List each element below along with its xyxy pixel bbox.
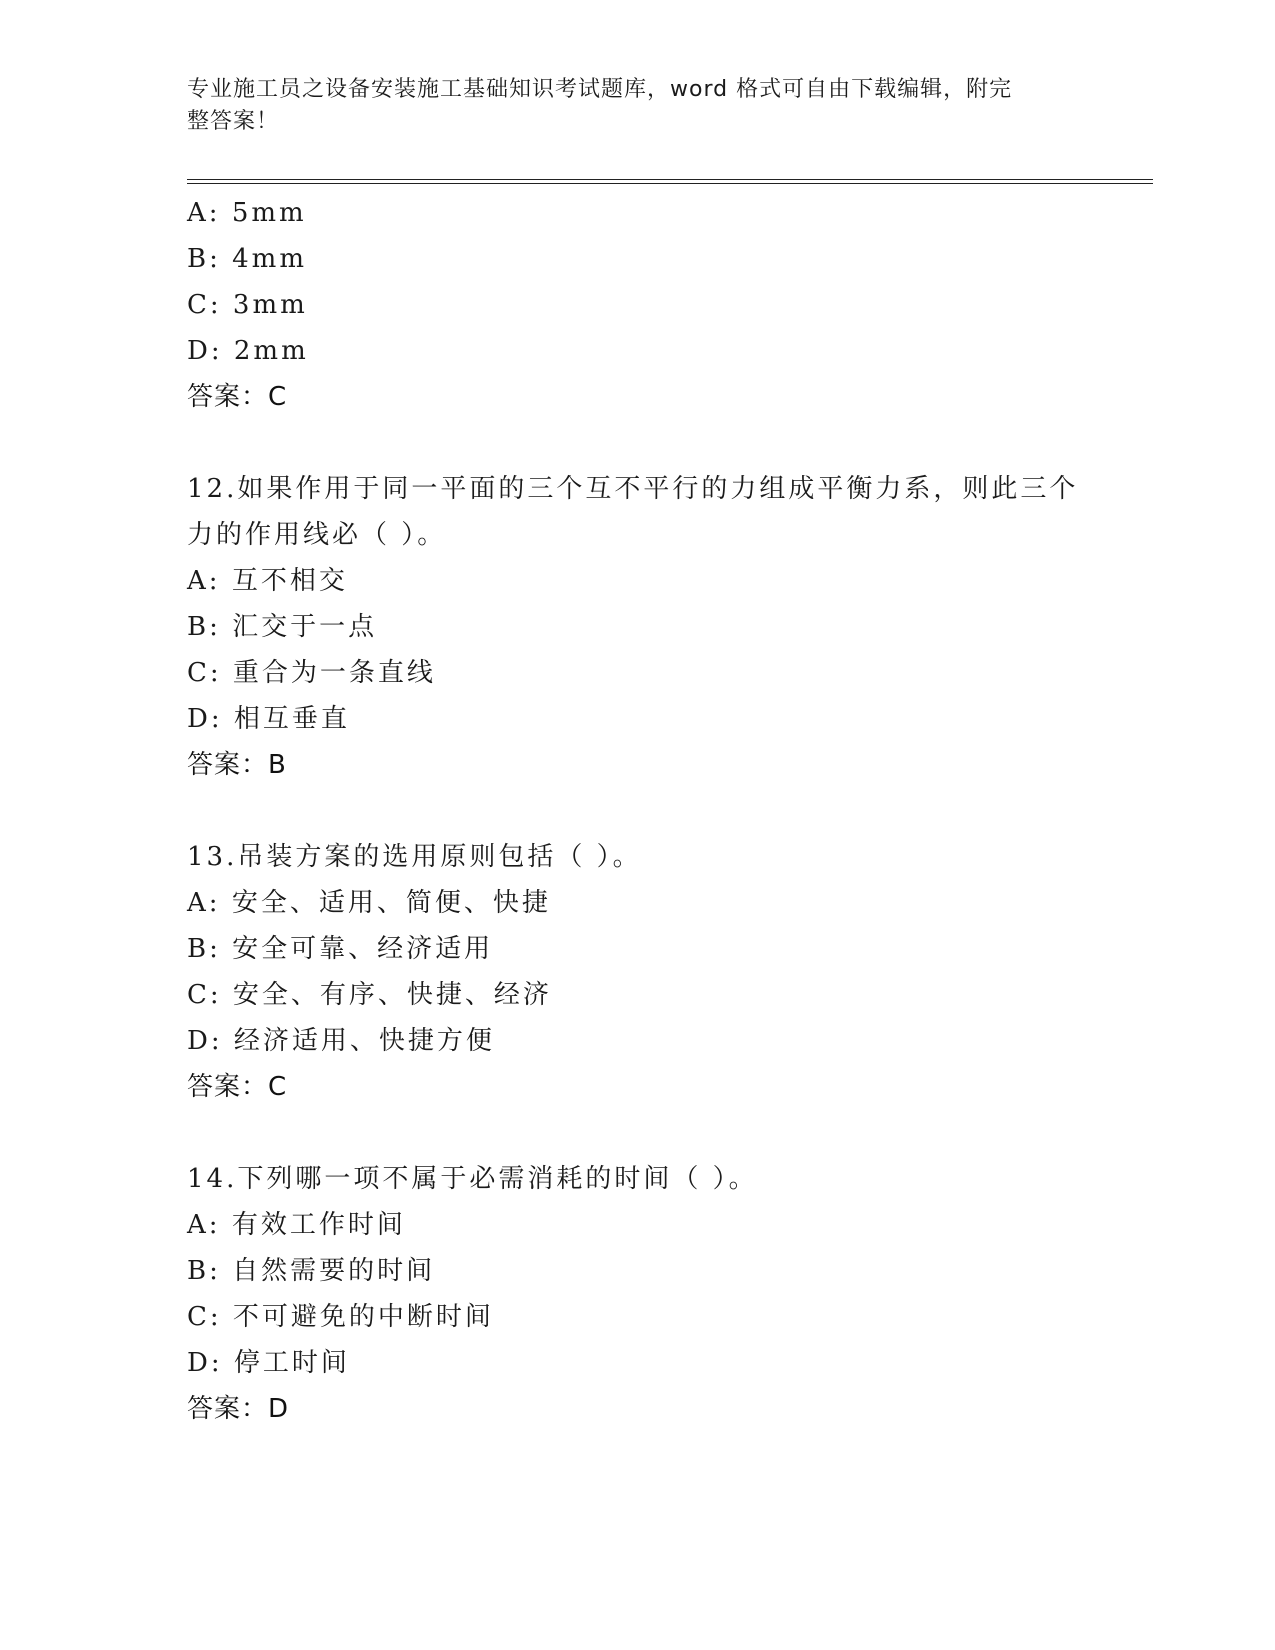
option-b bbox=[187, 1248, 1087, 1294]
option-a bbox=[187, 880, 1087, 926]
question-block-12 bbox=[187, 466, 1087, 788]
answer-line: 答案：B bbox=[187, 750, 287, 780]
option-text: 汇交于一点 bbox=[232, 612, 378, 642]
answer-line: 答案：C bbox=[187, 1072, 288, 1102]
option-letter: C: bbox=[187, 290, 222, 320]
option-a bbox=[187, 190, 1087, 236]
option-d bbox=[187, 1018, 1087, 1064]
answer-line: 答案：C bbox=[187, 382, 288, 412]
option-text: 2mm bbox=[233, 336, 309, 366]
option-d bbox=[187, 328, 1087, 374]
option-letter: B: bbox=[187, 1256, 221, 1286]
option-letter: B: bbox=[187, 612, 221, 642]
option-text: 自然需要的时间 bbox=[232, 1256, 436, 1286]
option-text: 安全、有序、快捷、经济 bbox=[232, 980, 552, 1010]
option-letter: A: bbox=[187, 1210, 221, 1240]
option-text: 互不相交 bbox=[231, 566, 348, 596]
option-text: 不可避免的中断时间 bbox=[232, 1302, 494, 1332]
question-list bbox=[187, 190, 1087, 1432]
option-c bbox=[187, 1294, 1087, 1340]
option-a bbox=[187, 1202, 1087, 1248]
header-line-2: 整答案！ bbox=[187, 109, 280, 134]
option-c bbox=[187, 972, 1087, 1018]
option-letter: C: bbox=[187, 658, 222, 688]
option-c bbox=[187, 650, 1087, 696]
spacer bbox=[187, 420, 1087, 466]
option-letter: A: bbox=[187, 888, 221, 918]
option-letter: B: bbox=[187, 934, 221, 964]
option-text: 安全、适用、简便、快捷 bbox=[231, 888, 551, 918]
option-b bbox=[187, 604, 1087, 650]
option-text: 5mm bbox=[231, 198, 307, 228]
option-letter: C: bbox=[187, 980, 222, 1010]
option-letter: D: bbox=[187, 1026, 223, 1056]
option-text: 安全可靠、经济适用 bbox=[232, 934, 494, 964]
header-divider-bottom bbox=[187, 183, 1153, 184]
option-b bbox=[187, 926, 1087, 972]
question-stem-line-1: 13.吊装方案的选用原则包括（ ）。 bbox=[187, 842, 642, 872]
question-block-11 bbox=[187, 190, 1087, 420]
option-letter: C: bbox=[187, 1302, 222, 1332]
document-header bbox=[187, 74, 1067, 138]
option-letter: A: bbox=[187, 566, 221, 596]
header-line-1: 专业施工员之设备安装施工基础知识考试题库，word 格式可自由下载编辑，附完 bbox=[187, 77, 1013, 102]
option-text: 相互垂直 bbox=[233, 704, 350, 734]
option-d bbox=[187, 1340, 1087, 1386]
spacer bbox=[187, 788, 1087, 834]
option-text: 重合为一条直线 bbox=[232, 658, 436, 688]
option-text: 3mm bbox=[232, 290, 308, 320]
spacer bbox=[187, 1110, 1087, 1156]
option-c bbox=[187, 282, 1087, 328]
option-a bbox=[187, 558, 1087, 604]
option-letter: A: bbox=[187, 198, 221, 228]
question-stem-line-1: 12.如果作用于同一平面的三个互不平行的力组成平衡力系，则此三个 bbox=[187, 474, 1079, 504]
option-text: 有效工作时间 bbox=[231, 1210, 406, 1240]
option-letter: D: bbox=[187, 336, 223, 366]
option-d bbox=[187, 696, 1087, 742]
option-text: 4mm bbox=[232, 244, 307, 274]
option-letter: D: bbox=[187, 704, 223, 734]
option-text: 停工时间 bbox=[233, 1348, 350, 1378]
answer-line: 答案：D bbox=[187, 1394, 290, 1424]
question-stem-line-2: 力的作用线必（ ）。 bbox=[187, 520, 447, 550]
question-block-14 bbox=[187, 1156, 1087, 1432]
option-text: 经济适用、快捷方便 bbox=[233, 1026, 495, 1056]
option-letter: B: bbox=[187, 244, 221, 274]
header-divider-top bbox=[187, 179, 1153, 180]
question-stem-line-1: 14.下列哪一项不属于必需消耗的时间（ ）。 bbox=[187, 1164, 758, 1194]
option-letter: D: bbox=[187, 1348, 223, 1378]
option-b bbox=[187, 236, 1087, 282]
question-block-13 bbox=[187, 834, 1087, 1110]
